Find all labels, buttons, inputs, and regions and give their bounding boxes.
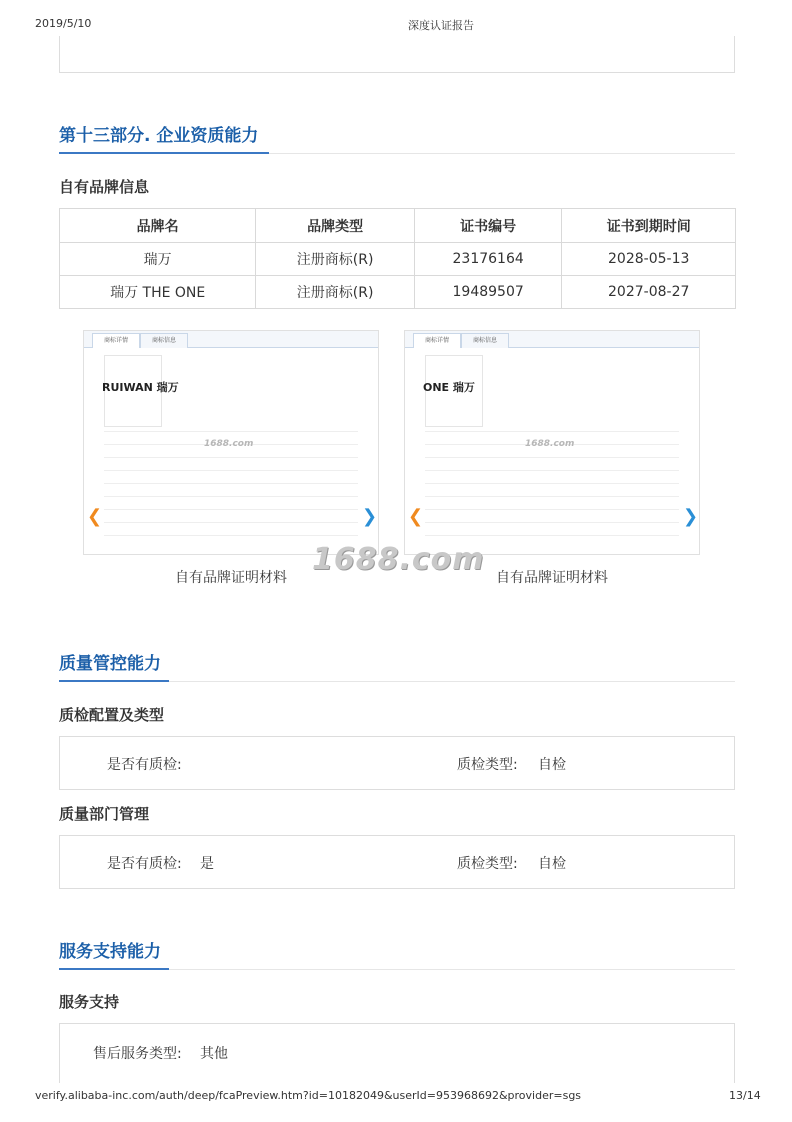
quality-section-title: 质量管控能力 — [59, 654, 161, 674]
brand-logo: RUIWAN 瑞万 — [102, 381, 179, 394]
print-title: 深度认证报告 — [408, 19, 474, 32]
cell-brand-type: 注册商标(R) — [256, 276, 415, 309]
col-brand-type: 品牌类型 — [256, 209, 415, 243]
certificate-image[interactable] — [404, 330, 700, 555]
brand-logo: ONE 瑞万 — [423, 381, 475, 394]
qc-config-heading: 质检配置及类型 — [59, 706, 165, 724]
has-qc-label: 是否有质检: — [107, 757, 182, 773]
cell-brand-name: 瑞万 — [60, 243, 256, 276]
qc-config-box — [59, 736, 735, 790]
prev-arrow-icon[interactable]: ❮ — [408, 506, 424, 527]
cell-brand-name: 瑞万 THE ONE — [60, 276, 256, 309]
cell-brand-type: 注册商标(R) — [256, 243, 415, 276]
page-number: 13/14 — [729, 1089, 761, 1102]
table-row — [60, 276, 736, 309]
qc-type-label: 质检类型: — [457, 757, 518, 773]
section-underline — [59, 680, 169, 682]
tab-trademark-detail: 商标详情 — [92, 333, 140, 348]
cell-cert-number: 23176164 — [414, 243, 562, 276]
has-qc-label: 是否有质检: — [107, 856, 182, 872]
tab-trademark-info: 商标信息 — [461, 333, 509, 348]
after-sales-label: 售后服务类型: — [93, 1046, 182, 1062]
service-heading: 服务支持 — [59, 993, 120, 1011]
certificate-caption: 自有品牌证明材料 — [496, 570, 608, 586]
qc-type-label: 质检类型: — [457, 856, 518, 872]
brand-heading: 自有品牌信息 — [59, 178, 150, 196]
certificate-watermark: 1688.com — [525, 439, 575, 449]
cell-expiry: 2028-05-13 — [562, 243, 736, 276]
next-arrow-icon[interactable]: ❯ — [683, 506, 699, 527]
certificate-image[interactable] — [83, 330, 379, 555]
cell-cert-number: 19489507 — [414, 276, 562, 309]
qc-type-value: 自检 — [538, 757, 566, 773]
col-brand-name: 品牌名 — [60, 209, 256, 243]
service-box — [59, 1023, 735, 1083]
section-title: 第十三部分. 企业资质能力 — [59, 126, 259, 146]
certificate-tabs — [405, 331, 699, 348]
print-date: 2019/5/10 — [35, 17, 92, 30]
qc-dept-heading: 质量部门管理 — [59, 805, 150, 823]
prev-arrow-icon[interactable]: ❮ — [87, 506, 103, 527]
tab-trademark-detail: 商标详情 — [413, 333, 461, 348]
section-underline — [59, 152, 269, 154]
service-section-title: 服务支持能力 — [59, 942, 161, 962]
certificate-watermark: 1688.com — [204, 439, 254, 449]
brand-table — [59, 208, 736, 309]
previous-section-box — [59, 36, 735, 73]
col-expiry: 证书到期时间 — [562, 209, 736, 243]
after-sales-value: 其他 — [200, 1046, 228, 1062]
qc-type-value: 自检 — [538, 856, 566, 872]
next-arrow-icon[interactable]: ❯ — [362, 506, 378, 527]
has-qc-value: 是 — [200, 856, 214, 872]
certificate-caption: 自有品牌证明材料 — [175, 570, 287, 586]
cell-expiry: 2027-08-27 — [562, 276, 736, 309]
table-header-row — [60, 209, 736, 243]
section-underline — [59, 968, 169, 970]
col-cert-number: 证书编号 — [414, 209, 562, 243]
footer-url: verify.alibaba-inc.com/auth/deep/fcaPreview.htm?id=10182049&userId=953968692&provider=sgs — [35, 1089, 582, 1102]
certificate-tabs — [84, 331, 378, 348]
table-row — [60, 243, 736, 276]
watermark: 1688.com — [312, 542, 485, 577]
qc-dept-box — [59, 835, 735, 889]
tab-trademark-info: 商标信息 — [140, 333, 188, 348]
